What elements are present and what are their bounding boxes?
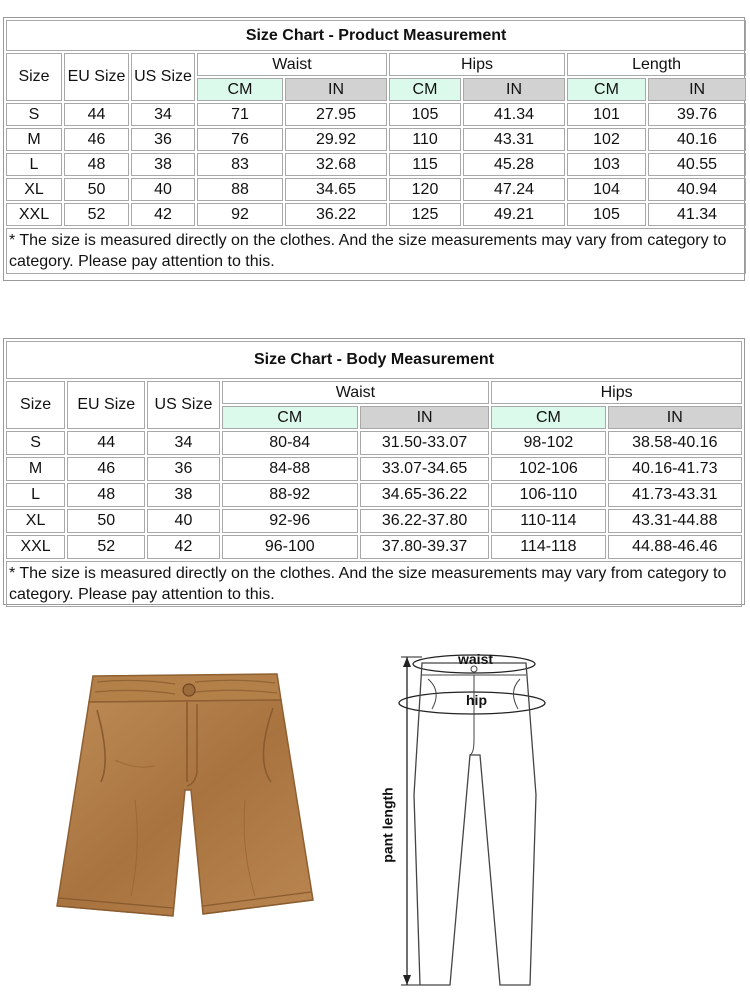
cell: 110 <box>389 128 461 151</box>
cell: 96-100 <box>222 535 358 559</box>
cell: 120 <box>389 178 461 201</box>
cell: 45.28 <box>463 153 565 176</box>
cell: 92-96 <box>222 509 358 533</box>
cell: 88-92 <box>222 483 358 507</box>
cell: 43.31-44.88 <box>608 509 742 533</box>
header-hips: Hips <box>491 381 742 404</box>
cell: 40.16 <box>648 128 746 151</box>
cell: 105 <box>567 203 646 226</box>
cell: 39.76 <box>648 103 746 126</box>
cell: 50 <box>67 509 145 533</box>
cell: XXL <box>6 535 65 559</box>
cell: M <box>6 457 65 481</box>
cell: 40 <box>147 509 219 533</box>
cell: 52 <box>64 203 129 226</box>
header-hips-in: IN <box>463 78 565 101</box>
cell: 49.21 <box>463 203 565 226</box>
pant-length-label: pant length <box>379 787 396 863</box>
cell: 36.22-37.80 <box>360 509 489 533</box>
cell: 105 <box>389 103 461 126</box>
cell: 76 <box>197 128 283 151</box>
cell: 110-114 <box>491 509 605 533</box>
header-size: Size <box>6 53 62 101</box>
cell: 71 <box>197 103 283 126</box>
cell: 103 <box>567 153 646 176</box>
cell: S <box>6 431 65 455</box>
cell: 41.73-43.31 <box>608 483 742 507</box>
cell: 114-118 <box>491 535 605 559</box>
chart-title: Size Chart - Body Measurement <box>6 341 742 379</box>
cell: 84-88 <box>222 457 358 481</box>
cell: XL <box>6 178 62 201</box>
cell: 34 <box>131 103 195 126</box>
cell: 42 <box>131 203 195 226</box>
cell: 40 <box>131 178 195 201</box>
cell: 34.65 <box>285 178 387 201</box>
cell: 32.68 <box>285 153 387 176</box>
table-row <box>6 509 742 533</box>
cell: 125 <box>389 203 461 226</box>
cell: 40.55 <box>648 153 746 176</box>
cell: 115 <box>389 153 461 176</box>
cell: 34.65-36.22 <box>360 483 489 507</box>
cell: 38 <box>131 153 195 176</box>
cell: 41.34 <box>648 203 746 226</box>
cell: 37.80-39.37 <box>360 535 489 559</box>
cell: 102-106 <box>491 457 605 481</box>
cell: 40.16-41.73 <box>608 457 742 481</box>
size-note: * The size is measured directly on the clothes. And the size measurements may vary from category to category. Please pay attention to this. <box>6 561 742 607</box>
header-us-size: US Size <box>131 53 195 101</box>
header-waist: Waist <box>197 53 387 76</box>
cell: 38 <box>147 483 219 507</box>
cell: 106-110 <box>491 483 605 507</box>
cell: 44.88-46.46 <box>608 535 742 559</box>
header-length-in: IN <box>648 78 746 101</box>
cell: 48 <box>67 483 145 507</box>
table-row <box>6 457 742 481</box>
header-waist-cm: CM <box>197 78 283 101</box>
cell: 36.22 <box>285 203 387 226</box>
cell: 29.92 <box>285 128 387 151</box>
header-length-cm: CM <box>567 78 646 101</box>
cell: 36 <box>147 457 219 481</box>
table-row <box>6 483 742 507</box>
cell: 38.58-40.16 <box>608 431 742 455</box>
cell: 80-84 <box>222 431 358 455</box>
table-row <box>6 203 746 226</box>
cell: S <box>6 103 62 126</box>
table-row <box>6 535 742 559</box>
cell: L <box>6 153 62 176</box>
cell: 104 <box>567 178 646 201</box>
chart-title: Size Chart - Product Measurement <box>6 20 746 51</box>
header-waist-cm: CM <box>222 406 358 429</box>
cell: 36 <box>131 128 195 151</box>
cell: 42 <box>147 535 219 559</box>
table-row <box>6 178 746 201</box>
header-waist: Waist <box>222 381 490 404</box>
header-hips: Hips <box>389 53 565 76</box>
body-size-table <box>4 339 744 609</box>
cell: 50 <box>64 178 129 201</box>
cell: 31.50-33.07 <box>360 431 489 455</box>
table-row <box>6 153 746 176</box>
cell: 43.31 <box>463 128 565 151</box>
cell: 102 <box>567 128 646 151</box>
cell: 92 <box>197 203 283 226</box>
cell: 47.24 <box>463 178 565 201</box>
cell: 88 <box>197 178 283 201</box>
header-eu-size: EU Size <box>64 53 129 101</box>
cell: XL <box>6 509 65 533</box>
body-size-chart <box>3 338 745 605</box>
header-hips-cm: CM <box>389 78 461 101</box>
table-row <box>6 431 742 455</box>
header-size: Size <box>6 381 65 429</box>
table-row <box>6 103 746 126</box>
cell: 34 <box>147 431 219 455</box>
cell: 46 <box>64 128 129 151</box>
header-hips-cm: CM <box>491 406 605 429</box>
cell: XXL <box>6 203 62 226</box>
cell: M <box>6 128 62 151</box>
header-length: Length <box>567 53 746 76</box>
cell: 44 <box>64 103 129 126</box>
header-eu-size: EU Size <box>67 381 145 429</box>
cell: 40.94 <box>648 178 746 201</box>
cell: 27.95 <box>285 103 387 126</box>
cell: 41.34 <box>463 103 565 126</box>
cell: 83 <box>197 153 283 176</box>
cell: 44 <box>67 431 145 455</box>
shorts-product-image <box>45 670 335 930</box>
size-note: * The size is measured directly on the clothes. And the size measurements may vary from category to category. Please pay attention to this. <box>6 228 746 274</box>
header-us-size: US Size <box>147 381 219 429</box>
waist-label: waist <box>458 651 494 667</box>
table-row <box>6 128 746 151</box>
header-waist-in: IN <box>360 406 489 429</box>
cell: 52 <box>67 535 145 559</box>
cell: L <box>6 483 65 507</box>
header-hips-in: IN <box>608 406 742 429</box>
cell: 33.07-34.65 <box>360 457 489 481</box>
cell: 48 <box>64 153 129 176</box>
cell: 98-102 <box>491 431 605 455</box>
cell: 101 <box>567 103 646 126</box>
hip-label: hip <box>466 692 487 708</box>
cell: 46 <box>67 457 145 481</box>
product-size-table <box>4 18 748 276</box>
measurement-diagram <box>370 645 570 995</box>
product-size-chart <box>3 17 745 281</box>
header-waist-in: IN <box>285 78 387 101</box>
